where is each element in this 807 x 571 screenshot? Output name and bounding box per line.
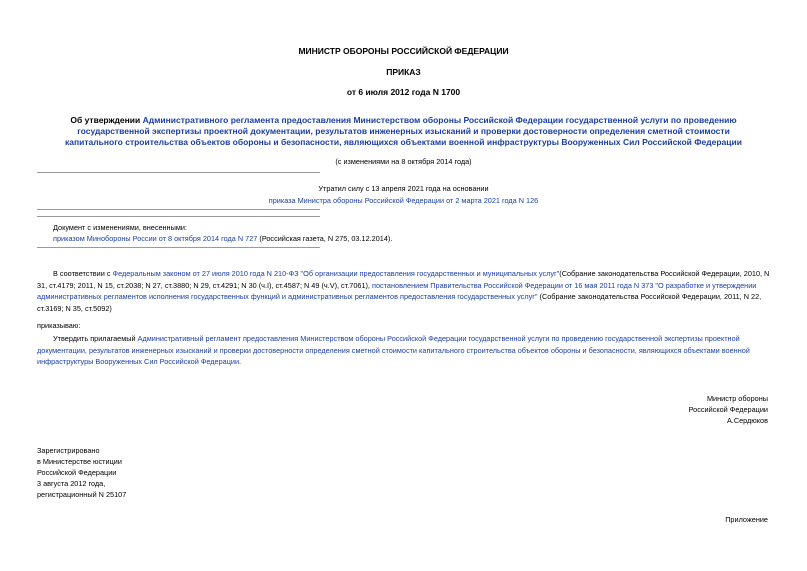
appendix-label: Приложение [725, 515, 768, 524]
expired-text: Утратил силу с 13 апреля 2021 года на основании [318, 184, 489, 193]
approve-paragraph: Утвердить прилагаемый Административный регламент предоставления Министерством обороны Российской Федерации государственной услуги по проведению государственной экспертизы проектной документации, результатов инженерных изысканий и проверки достоверности определения сметной стоимости капитального строительства объектов обороны и безопасности, являющихся объектами военной инфраструктуры Вооруженных Сил Российской Федерации. [37, 334, 750, 366]
signature-position: Министр обороны [706, 394, 768, 403]
signature-block [689, 393, 768, 426]
amendment-order-link[interactable]: приказом Минобороны России от 8 октября 2014 года N 727 [53, 234, 258, 243]
doc-date-number: от 6 июля 2012 года N 1700 [346, 87, 461, 97]
regulation-link-line1[interactable]: Административного регламента предоставления Министерством обороны Российской Федерации государственной услуги по проведению [142, 115, 737, 125]
regulation-approve-link-line1[interactable]: Административный регламент предоставления Министерством обороны Российской Федерации государственной услуги по проведению государственной экспертизы проектной [137, 334, 740, 343]
preamble-paragraph: В соответствии с Федеральным законом от 27 июля 2010 года N 210-ФЗ "Об организации предоставления государственных и муниципальных услуг"(Собрание законодательства Российской Федерации, 2010, N 31, ст.4179; 2011, N 15, ст.2038; N 27, ст.3880; N 29, ст.4291; N 30 (ч.I), ст.4587; N 49 (ч.V), ст.7061), постановлением Правительства Российской Федерации от 16 мая 2011 года N 373 "О разработке и утверждении административных регламентов исполнения государственных функций и административных регламентов предоставления государственных услуг" (Собрание законодательства Российской Федерации, 2011, N 22, ст.3169; N 35, ст.5092) [37, 269, 770, 313]
divider [37, 209, 320, 210]
document-title [0, 115, 807, 148]
regulation-approve-link-line3[interactable]: инфраструктуры Вооруженных Сил Российской Федерации [37, 357, 240, 366]
regulation-approve-link-line2[interactable]: документации, результатов инженерных изысканий и проверки достоверности определения сметной стоимости капитального строительства объектов обороны и безопасности, являющихся объектами военной [37, 345, 750, 355]
federal-law-link[interactable]: Федеральным законом от 27 июля 2010 года N 210-ФЗ "Об организации предоставления государственных и муниципальных услуг" [112, 269, 560, 278]
divider [37, 216, 320, 217]
registration-block: Зарегистрировано в Министерстве юстиции Российской Федерации 3 августа 2012 года, регистрационный N 25107 [37, 446, 127, 499]
signature-name: А.Сердюков [726, 416, 768, 425]
regulation-link-line3[interactable]: капитального строительства объектов обороны и безопасности, являющихся объектами военной инфраструктуры Вооруженных Сил Российской Федерации [65, 137, 742, 147]
government-resolution-link[interactable]: постановлением Правительства Российской Федерации от 16 мая 2011 года N 373 "О разработке и утверждении [372, 280, 757, 290]
title-prefix: Об утверждении [70, 115, 143, 125]
government-resolution-link-cont[interactable]: административных регламентов исполнения государственных функций и административных регламентов предоставления государственных услуг" [37, 292, 538, 301]
repeal-order-link[interactable]: приказа Министра обороны Российской Федерации от 2 марта 2021 года N 126 [268, 196, 539, 205]
regulation-link-line2[interactable]: государственной экспертизы проектной документации, результатов инженерных изысканий и проверки достоверности определения сметной стоимости [77, 126, 730, 136]
divider [37, 172, 320, 173]
doc-type-heading: ПРИКАЗ [386, 67, 421, 77]
amendment-note: (с изменениями на 8 октября 2014 года) [335, 157, 472, 166]
changes-intro: Документ с изменениями, внесенными: [53, 223, 187, 232]
order-word: приказываю: [37, 321, 81, 330]
changes-source: (Российская газета, N 275, 03.12.2014). [257, 234, 393, 243]
signature-country: Российской Федерации [688, 405, 768, 414]
divider [37, 247, 320, 248]
ministry-heading: МИНИСТР ОБОРОНЫ РОССИЙСКОЙ ФЕДЕРАЦИИ [298, 46, 509, 56]
